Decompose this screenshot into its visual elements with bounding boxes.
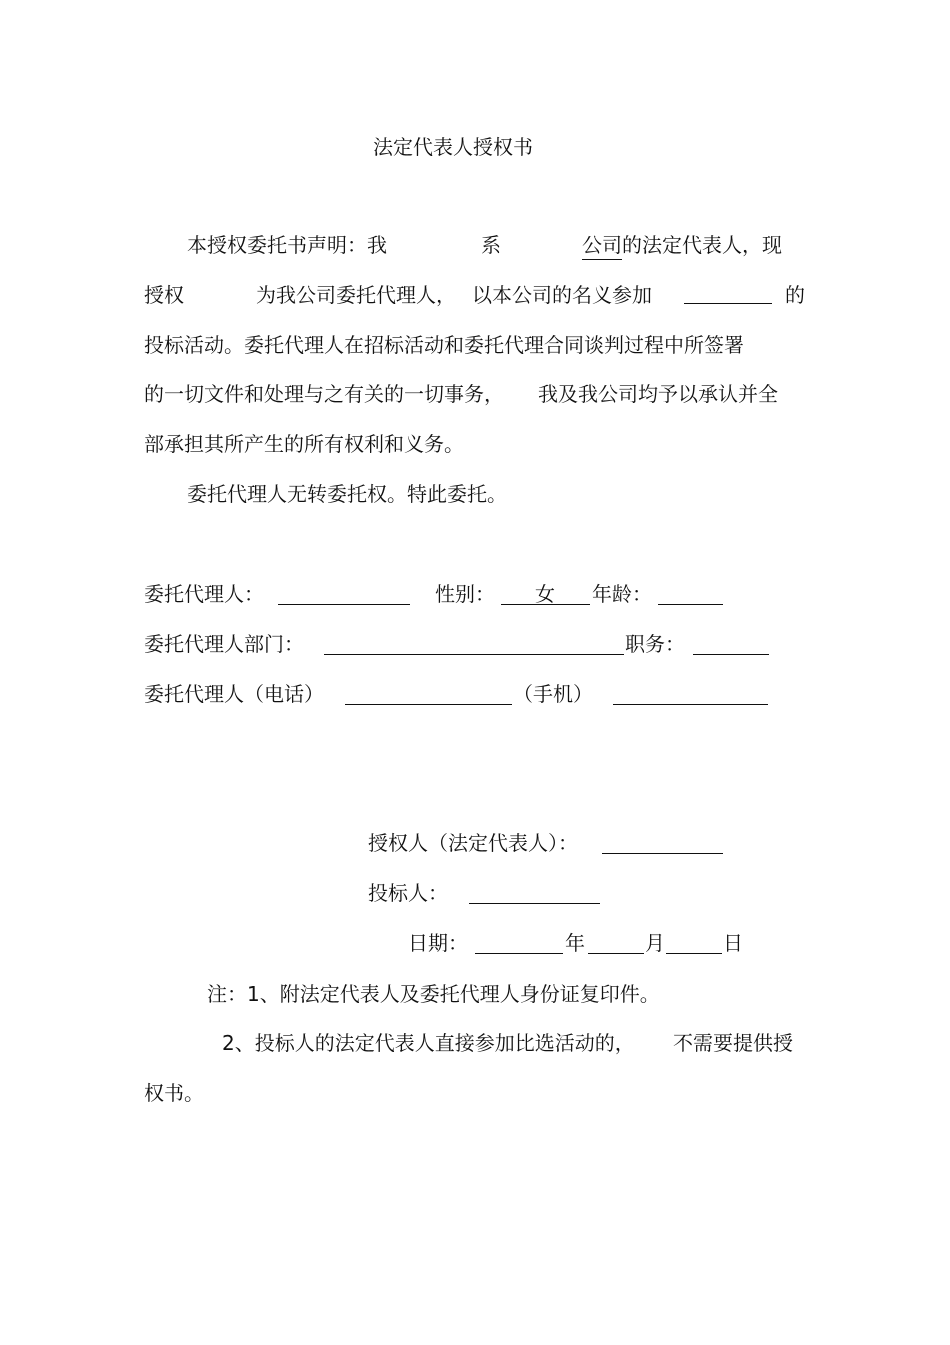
declaration-line4-start: 的一切文件和处理与之有关的一切事务， <box>144 382 504 406</box>
note-2-tail: 权书。 <box>144 1081 204 1105</box>
declaration-company-word: 公司 <box>582 232 622 260</box>
authorizer-blank[interactable] <box>602 853 723 854</box>
agent-name-blank[interactable] <box>278 604 410 605</box>
year-blank[interactable] <box>475 953 563 954</box>
month-blank[interactable] <box>588 953 644 954</box>
bidder-label: 投标人： <box>368 881 448 905</box>
declaration-line1-end: 的法定代表人，现 <box>622 233 782 257</box>
authorizer-label: 授权人（法定代表人）： <box>368 831 578 855</box>
declaration-line6: 委托代理人无转委托权。特此委托。 <box>187 482 507 506</box>
age-blank[interactable] <box>658 604 723 605</box>
declaration-line4-end: 我及我公司均予以承认并全 <box>538 382 778 406</box>
note-2-start: 2、投标人的法定代表人直接参加比选活动的， <box>222 1031 635 1055</box>
declaration-line3: 投标活动。委托代理人在招标活动和委托代理合同谈判过程中所签署 <box>144 333 744 357</box>
mobile-blank[interactable] <box>613 704 768 705</box>
note-1: 注：1、附法定代表人及委托代理人身份证复印件。 <box>207 982 660 1006</box>
agent-name-label: 委托代理人： <box>144 582 264 606</box>
year-label: 年 <box>565 931 585 955</box>
day-blank[interactable] <box>666 953 722 954</box>
day-label: 日 <box>723 931 743 955</box>
mobile-label: （手机） <box>513 682 593 706</box>
agent-phone-label: 委托代理人（电话） <box>144 682 324 706</box>
month-label: 月 <box>645 931 665 955</box>
agent-dept-label: 委托代理人部门： <box>144 632 304 656</box>
age-label: 年龄： <box>592 582 652 606</box>
gender-label: 性别： <box>435 582 495 606</box>
declaration-line2-authorize: 授权 <box>144 283 184 307</box>
document-title: 法定代表人授权书 <box>373 135 533 159</box>
bidder-blank[interactable] <box>469 903 600 904</box>
position-label: 职务： <box>625 632 685 656</box>
declaration-line2-name: 以本公司的名义参加 <box>472 283 652 307</box>
declaration-line1-start: 本授权委托书声明：我 <box>187 233 387 257</box>
declaration-line2-de: 的 <box>785 283 805 307</box>
gender-value: 女 <box>535 582 555 606</box>
agent-dept-blank[interactable] <box>324 654 624 655</box>
declaration-line5: 部承担其所产生的所有权利和义务。 <box>144 432 464 456</box>
project-name-blank[interactable] <box>684 303 772 304</box>
note-2-end: 不需要提供授 <box>673 1031 793 1055</box>
date-label: 日期： <box>408 931 468 955</box>
position-blank[interactable] <box>693 654 769 655</box>
declaration-line2-agent: 为我公司委托代理人， <box>256 283 456 307</box>
declaration-line1-xi: 系 <box>481 233 501 257</box>
phone-blank[interactable] <box>345 704 512 705</box>
